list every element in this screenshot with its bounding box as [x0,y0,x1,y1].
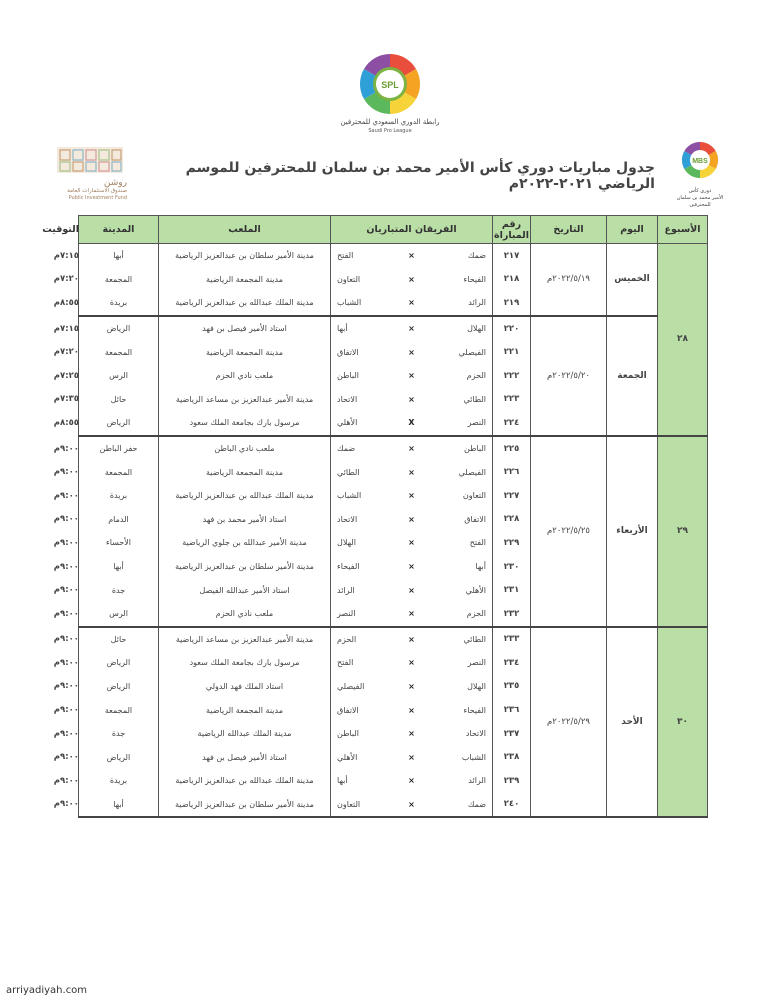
versus-mark: × [408,347,415,357]
table-row: ٢٣٨ الشباب × الأهلي استاد الأمير فيصل بن فهد الرياض ٩:٠٠م [79,745,708,769]
away-team: أبها [337,324,348,334]
home-team: الحزم [466,609,486,619]
stadium-cell: استاد الأمير عبدالله الفيصل [159,578,331,602]
stadium-cell: مرسول بارك بجامعة الملك سعود [159,651,331,675]
away-team: الطائي [337,467,360,477]
match-number: ٢٢٧ [493,484,531,508]
teams [331,395,492,404]
versus-mark: × [408,585,415,595]
teams [331,251,492,260]
stadium-cell: مدينة المجمعة الرياضية [159,698,331,722]
teams [331,800,492,809]
city-cell: حفر الباطن [79,436,159,461]
stadium-cell: مدينة الملك عبدالله الرياضية [159,722,331,746]
home-team: الأهلي [465,585,486,595]
match-number: ٢١٨ [493,268,531,292]
teams-cell [331,698,493,722]
table-row: ٢٢٧ التعاون × الشباب مدينة الملك عبدالله بن عبدالعزيز الرياضية بريدة ٩:٠٠م [79,484,708,508]
match-number: ٢٢٢ [493,364,531,388]
header-city: المدينة [79,216,159,244]
away-team: الحزم [337,634,357,644]
away-team: الاتحاد [337,514,358,524]
table-row: ٣٠ الأحد ٢٠٢٢/٥/٢٩م ٢٣٣ الطائي × الحزم مدينة الأمير عبدالعزيز بن مساعد الرياضية حائل ٩:٠٠م [79,627,708,652]
spl-emblem-icon [358,52,422,116]
away-team: التعاون [337,799,361,809]
source-footer: arriyadiyah.com [6,985,88,996]
away-team: ضمك [337,444,356,454]
home-team: الفيحاء [463,705,486,715]
home-team: الاتحاد [465,729,486,739]
home-team: الرائد [468,298,486,308]
city-cell: الأحساء [79,531,159,555]
match-number: ٢٣١ [493,578,531,602]
pif-name: صندوق الاستثمارات العامة [67,188,127,194]
teams-cell [331,460,493,484]
match-number: ٢٢٥ [493,436,531,461]
away-team: الباطن [337,729,359,739]
home-team: الحزم [466,371,486,381]
city-cell: الرياض [79,745,159,769]
teams-cell [331,268,493,292]
spl-text: SPL [381,80,399,90]
teams [331,298,492,307]
day-cell: الأحد [607,627,658,818]
away-team: الهلال [337,538,356,548]
city-cell: جدة [79,722,159,746]
match-number: ٢٢٤ [493,411,531,436]
home-team: الفيصلي [458,347,486,357]
table-row: ٢٣٤ النصر × الفتح مرسول بارك بجامعة الملك سعود الرياض ٩:٠٠م [79,651,708,675]
stadium-cell: مدينة المجمعة الرياضية [159,340,331,364]
teams [331,682,492,691]
city-cell: جدة [79,578,159,602]
versus-mark: × [408,324,415,334]
spl-name-ar: رابطة الدوري السعودي للمحترفين [340,118,440,126]
teams [331,275,492,284]
table-row: ٢٢٣ الطائي × الاتحاد مدينة الأمير عبدالعزيز بن مساعد الرياضية حائل ٧:٣٥م [79,388,708,412]
city-cell: المجمعة [79,460,159,484]
teams [331,729,492,738]
away-team: الفتح [337,251,354,261]
city-cell: الرس [79,602,159,627]
teams-cell [331,411,493,436]
home-team: الفيصلي [458,467,486,477]
teams-cell [331,793,493,818]
table-row: ٢٢٨ الاتفاق × الاتحاد استاد الأمير محمد بن فهد الدمام ٩:٠٠م [79,508,708,532]
versus-mark: × [408,298,415,308]
stadium-cell: مدينة المجمعة الرياضية [159,460,331,484]
away-team: الاتحاد [337,394,358,404]
away-team: الأهلي [337,752,358,762]
teams-cell [331,340,493,364]
city-cell: المجمعة [79,340,159,364]
versus-mark: × [408,658,415,668]
versus-mark: × [408,634,415,644]
stadium-cell: مدينة الأمير سلطان بن عبدالعزيز الرياضية [159,244,331,268]
table-row: ٢٢٤ النصر X الأهلي مرسول بارك بجامعة الملك سعود الرياض ٨:٥٥م [79,411,708,436]
stadium-cell: مدينة الملك عبدالله بن عبدالعزيز الرياضية [159,291,331,316]
match-number: ٢٢٨ [493,508,531,532]
header-week: الأسبوع [658,216,708,244]
mbs-text: MBS [692,158,708,165]
header-date: التاريخ [531,216,607,244]
match-number: ٢٢٠ [493,316,531,341]
table-row: ٢٣١ الأهلي × الرائد استاد الأمير عبدالله الفيصل جدة ٩:٠٠م [79,578,708,602]
teams [331,562,492,571]
teams [331,515,492,524]
city-cell: بريدة [79,291,159,316]
versus-mark: × [408,681,415,691]
stadium-cell: استاد الأمير محمد بن فهد [159,508,331,532]
match-number: ٢٣٠ [493,555,531,579]
match-number: ٢٤٠ [493,793,531,818]
stadium-cell: مدينة الملك عبدالله بن عبدالعزيز الرياضية [159,484,331,508]
table-row: ٢٣٥ الهلال × الفيصلي استاد الملك فهد الدولي الرياض ٩:٠٠م [79,675,708,699]
teams [331,635,492,644]
city-cell: الدمام [79,508,159,532]
match-number: ٢٢٦ [493,460,531,484]
city-cell: أبها [79,555,159,579]
match-number: ٢٣٥ [493,675,531,699]
teams-cell [331,578,493,602]
versus-mark: × [408,752,415,762]
home-team: الرائد [468,776,486,786]
teams-cell [331,316,493,341]
match-number: ٢٢٣ [493,388,531,412]
teams-cell [331,291,493,316]
table-row: ٢٣٩ الرائد × أبها مدينة الملك عبدالله بن عبدالعزيز الرياضية بريدة ٩:٠٠م [79,769,708,793]
match-number: ٢١٧ [493,244,531,268]
teams-cell [331,769,493,793]
versus-mark: × [408,274,415,284]
teams [331,609,492,618]
city-cell: المجمعة [79,268,159,292]
table-row: ٢٣٢ الحزم × النصر ملعب نادي الحزم الرس ٩:٠٠م [79,602,708,627]
home-team: الشباب [461,752,486,762]
away-team: الأهلي [337,418,358,428]
city-cell: حائل [79,627,159,652]
day-cell: الأربعاء [607,436,658,627]
away-team: الباطن [337,371,359,381]
teams-cell [331,675,493,699]
away-team: الفيصلي [337,681,365,691]
mbs-line3: للمحترفين [689,202,711,208]
match-number: ٢٣٩ [493,769,531,793]
date-cell: ٢٠٢٢/٥/٢٩م [531,627,607,818]
away-team: الشباب [337,298,362,308]
teams [331,371,492,380]
city-cell: الرياض [79,651,159,675]
home-team: الهلال [467,681,486,691]
teams [331,776,492,785]
city-cell: الرياض [79,411,159,436]
stadium-cell: مدينة الأمير عبدالله بن جلوي الرياضية [159,531,331,555]
stadium-cell: مدينة الملك عبدالله بن عبدالعزيز الرياضية [159,769,331,793]
match-number: ٢٣٧ [493,722,531,746]
table-row: ٢٢٩ الفتح × الهلال مدينة الأمير عبدالله بن جلوي الرياضية الأحساء ٩:٠٠م [79,531,708,555]
stadium-cell: مدينة الأمير عبدالعزيز بن مساعد الرياضية [159,627,331,652]
away-team: التعاون [337,274,361,284]
teams-cell [331,244,493,268]
date-cell: ٢٠٢٢/٥/٢٥م [531,436,607,627]
versus-mark: X [408,418,415,428]
teams-cell [331,436,493,461]
teams [331,418,492,427]
table-header-row: الأسبوع اليوم التاريخ رقم المباراة الفريقان المتباريان الملعب المدينة التوقيت [79,216,708,244]
teams-cell [331,602,493,627]
home-team: أبها [475,562,486,572]
away-team: الفتح [337,658,354,668]
home-team: النصر [467,658,486,668]
versus-mark: × [408,467,415,477]
away-team: الفيحاء [337,562,360,572]
teams [331,538,492,547]
mbs-line1: دوري كأس [688,188,712,194]
spl-name-en: Saudi Pro League [368,128,412,134]
stadium-cell: استاد الملك فهد الدولي [159,675,331,699]
week-cell: ٢٩ [658,436,708,627]
match-number: ٢٢١ [493,340,531,364]
city-cell: بريدة [79,484,159,508]
versus-mark: × [408,444,415,454]
city-cell: بريدة [79,769,159,793]
teams [331,491,492,500]
teams-cell [331,484,493,508]
pif-name-en: Public Investment Fund [68,195,127,201]
home-team: الفتح [469,538,486,548]
match-number: ٢٣٢ [493,602,531,627]
teams-cell [331,555,493,579]
city-cell: أبها [79,793,159,818]
teams-cell [331,531,493,555]
home-team: ضمك [467,799,486,809]
stadium-cell: ملعب نادي الحزم [159,364,331,388]
teams [331,468,492,477]
teams [331,586,492,595]
stadium-cell: مدينة الأمير عبدالعزيز بن مساعد الرياضية [159,388,331,412]
header-teams: الفريقان المتباريان [331,216,493,244]
teams-cell [331,722,493,746]
schedule-table [42,215,708,818]
header-match-no-1: رقم [501,218,522,230]
teams [331,348,492,357]
pif-brand: روشن [103,178,127,188]
home-team: التعاون [462,491,486,501]
away-team: أبها [337,776,348,786]
week-cell: ٣٠ [658,627,708,818]
header-day: اليوم [607,216,658,244]
versus-mark: × [408,705,415,715]
teams [331,658,492,667]
pif-pattern-icon [55,145,125,175]
versus-mark: × [408,609,415,619]
away-team: الرائد [337,585,355,595]
page-title: جدول مباريات دوري كأس الأمير محمد بن سلمان للمحترفين للموسم الرياضي ٢٠٢١-٢٠٢٢م [185,160,655,192]
versus-mark: × [408,799,415,809]
home-team: الاتفاق [464,514,486,524]
stadium-cell: استاد الأمير فيصل بن فهد [159,316,331,341]
versus-mark: × [408,394,415,404]
home-team: النصر [467,418,486,428]
versus-mark: × [408,729,415,739]
mbs-line2: الأمير محمد بن سلمان [676,195,724,201]
table-row: ٢٣٦ الفيحاء × الاتفاق مدينة المجمعة الرياضية المجمعة ٩:٠٠م [79,698,708,722]
table-row: ٢٢١ الفيصلي × الاتفاق مدينة المجمعة الرياضية المجمعة ٧:٢٠م [79,340,708,364]
versus-mark: × [408,371,415,381]
header-match-no [493,216,531,244]
versus-mark: × [408,562,415,572]
table-row: ٢١٩ الرائد × الشباب مدينة الملك عبدالله بن عبدالعزيز الرياضية بريدة ٨:٥٥م [79,291,708,316]
away-team: الشباب [337,491,362,501]
home-team: الباطن [464,444,486,454]
away-team: الاتفاق [337,347,359,357]
away-team: الاتفاق [337,705,359,715]
home-team: الفيحاء [463,274,486,284]
stadium-cell: ملعب نادي الحزم [159,602,331,627]
city-cell: الرياض [79,675,159,699]
stadium-cell: مدينة الأمير سلطان بن عبدالعزيز الرياضية [159,793,331,818]
table-row: ٢٤٠ ضمك × التعاون مدينة الأمير سلطان بن عبدالعزيز الرياضية أبها ٩:٠٠م [79,793,708,818]
versus-mark: × [408,776,415,786]
table-row: ٢٢٢ الحزم × الباطن ملعب نادي الحزم الرس ٧:٢٥م [79,364,708,388]
table-row: ٢٣٧ الاتحاد × الباطن مدينة الملك عبدالله الرياضية جدة ٩:٠٠م [79,722,708,746]
header-match-no-2: المباراة [494,229,529,241]
stadium-cell: ملعب نادي الباطن [159,436,331,461]
away-team: النصر [337,609,356,619]
teams [331,444,492,453]
stadium-cell: استاد الأمير فيصل بن فهد [159,745,331,769]
schedule-body [53,244,708,818]
table-row: ٢٨ الخميس ٢٠٢٢/٥/١٩م ٢١٧ ضمك × الفتح مدينة الأمير سلطان بن عبدالعزيز الرياضية أبها ٧:١٥م [79,244,708,268]
stadium-cell: مرسول بارك بجامعة الملك سعود [159,411,331,436]
versus-mark: × [408,251,415,261]
match-number: ٢٣٦ [493,698,531,722]
table-row: الجمعة ٢٠٢٢/٥/٢٠م ٢٢٠ الهلال × أبها استاد الأمير فيصل بن فهد الرياض ٧:١٥م [79,316,708,341]
match-number: ٢٣٨ [493,745,531,769]
match-number: ٢٣٣ [493,627,531,652]
city-cell: أبها [79,244,159,268]
home-team: الطائي [463,394,486,404]
teams-cell [331,745,493,769]
mbs-emblem-icon [680,140,720,180]
stadium-cell: مدينة الأمير سلطان بن عبدالعزيز الرياضية [159,555,331,579]
match-number: ٢١٩ [493,291,531,316]
table-row: ٢١٨ الفيحاء × التعاون مدينة المجمعة الرياضية المجمعة ٧:٢٠م [79,268,708,292]
date-cell: ٢٠٢٢/٥/١٩م [531,244,607,316]
teams [331,706,492,715]
city-cell: حائل [79,388,159,412]
day-cell: الجمعة [607,316,658,436]
teams [331,324,492,333]
versus-mark: × [408,491,415,501]
home-team: الطائي [463,634,486,644]
date-cell: ٢٠٢٢/٥/٢٠م [531,316,607,436]
match-number: ٢٣٤ [493,651,531,675]
table-row: ٢٣٠ أبها × الفيحاء مدينة الأمير سلطان بن عبدالعزيز الرياضية أبها ٩:٠٠م [79,555,708,579]
home-team: الهلال [467,324,486,334]
teams-cell [331,627,493,652]
day-cell: الخميس [607,244,658,316]
city-cell: الرياض [79,316,159,341]
header-stadium: الملعب [159,216,331,244]
city-cell: الرس [79,364,159,388]
match-number: ٢٢٩ [493,531,531,555]
teams [331,753,492,762]
teams-cell [331,508,493,532]
teams-cell [331,651,493,675]
home-team: ضمك [467,251,486,261]
table-row: ٢٢٦ الفيصلي × الطائي مدينة المجمعة الرياضية المجمعة ٩:٠٠م [79,460,708,484]
versus-mark: × [408,538,415,548]
week-cell: ٢٨ [658,244,708,436]
table-row: ٢٩ الأربعاء ٢٠٢٢/٥/٢٥م ٢٢٥ الباطن × ضمك ملعب نادي الباطن حفر الباطن ٩:٠٠م [79,436,708,461]
versus-mark: × [408,514,415,524]
city-cell: المجمعة [79,698,159,722]
teams-cell [331,388,493,412]
stadium-cell: مدينة المجمعة الرياضية [159,268,331,292]
teams-cell [331,364,493,388]
